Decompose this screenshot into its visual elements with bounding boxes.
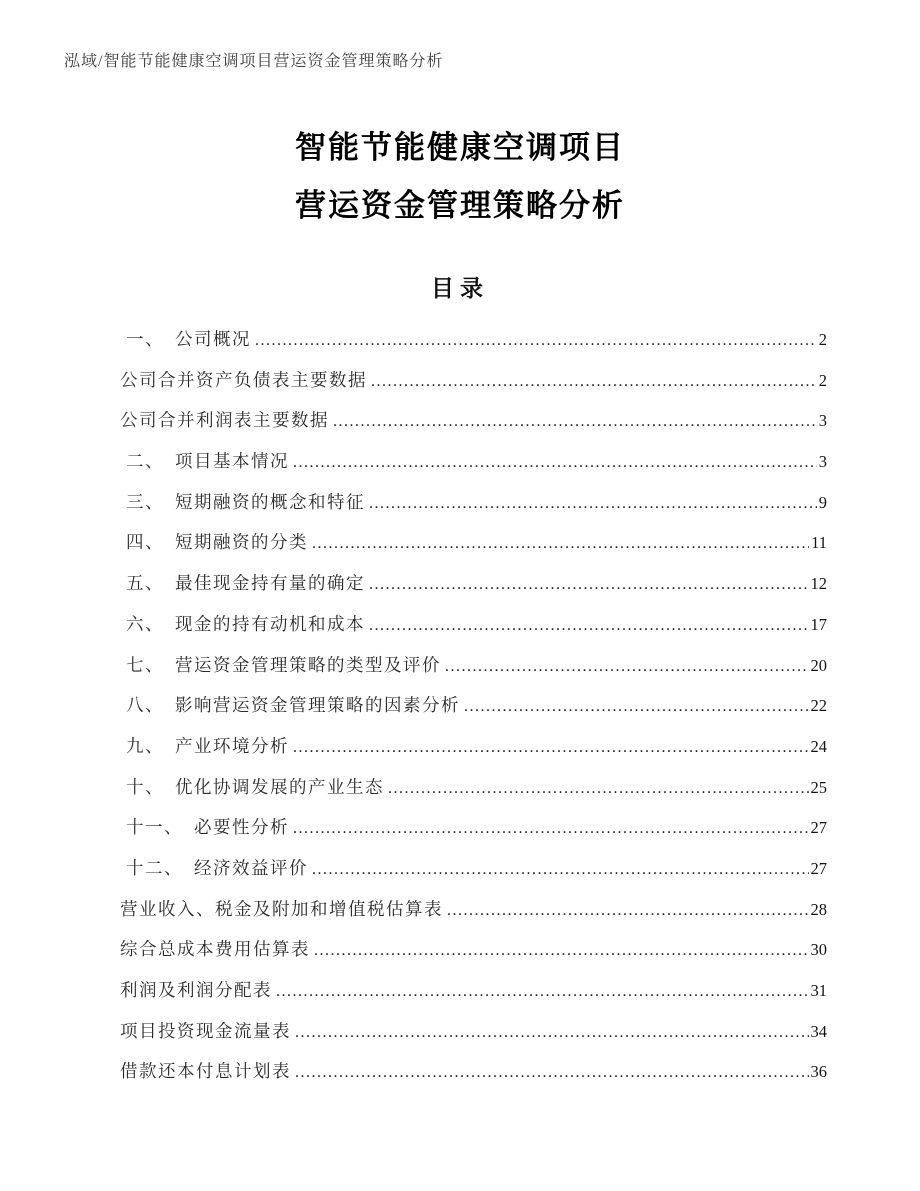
toc-entry-page: 34	[810, 1021, 827, 1041]
toc-dot-leader	[333, 410, 817, 431]
toc-entry-label: 借款还本付息计划表	[120, 1061, 291, 1082]
toc-dot-leader	[369, 614, 809, 635]
toc-dot-leader	[447, 899, 809, 920]
toc-entry-number: 四、	[126, 532, 164, 553]
toc-entry-page: 27	[810, 858, 827, 878]
toc-entry-page: 25	[810, 777, 827, 797]
toc-list	[120, 326, 827, 1099]
toc-entry-page: 22	[810, 696, 827, 716]
toc-entry[interactable]	[120, 977, 827, 1018]
toc-entry-label: 产业环境分析	[175, 735, 289, 756]
toc-entry-page: 28	[810, 899, 827, 919]
toc-entry-label: 综合总成本费用估算表	[120, 939, 310, 960]
toc-entry-number: 五、	[126, 573, 164, 594]
toc-entry-label: 营运资金管理策略的类型及评价	[175, 654, 441, 675]
toc-dot-leader	[388, 777, 809, 798]
toc-entry-number: 三、	[126, 491, 164, 512]
toc-entry-label: 短期融资的概念和特征	[175, 491, 365, 512]
toc-entry-page: 36	[810, 1062, 827, 1082]
toc-dot-leader	[293, 736, 809, 757]
toc-entry-page: 2	[818, 330, 827, 349]
toc-dot-leader	[445, 655, 809, 676]
toc-dot-leader	[276, 980, 809, 1001]
toc-entry-page: 31	[810, 981, 827, 1000]
toc-dot-leader	[255, 329, 817, 350]
toc-entry-label: 优化协调发展的产业生态	[175, 776, 384, 797]
toc-entry-label: 短期融资的分类	[175, 532, 308, 553]
toc-dot-leader	[312, 858, 809, 879]
toc-entry[interactable]	[120, 774, 827, 815]
toc-entry[interactable]	[120, 326, 827, 367]
toc-entry-number: 八、	[126, 695, 164, 716]
toc-entry-label: 经济效益评价	[194, 857, 308, 878]
toc-entry-page: 2	[818, 370, 827, 390]
toc-dot-leader	[314, 939, 809, 960]
toc-entry-label: 营业收入、税金及附加和增值税估算表	[120, 898, 443, 919]
toc-entry-page: 24	[810, 736, 827, 756]
toc-entry[interactable]	[120, 814, 827, 855]
toc-entry[interactable]	[120, 1018, 827, 1059]
toc-entry[interactable]	[120, 896, 827, 937]
toc-entry-label: 公司概况	[175, 329, 251, 349]
toc-entry-label: 最佳现金持有量的确定	[175, 573, 365, 594]
toc-entry-page: 30	[810, 940, 827, 960]
toc-dot-leader	[293, 817, 809, 838]
toc-entry[interactable]	[120, 529, 827, 570]
toc-entry-page: 11	[811, 533, 827, 553]
toc-entry-label: 影响营运资金管理策略的因素分析	[175, 695, 460, 716]
document-header: 泓域/智能节能健康空调项目营运资金管理策略分析	[64, 53, 444, 70]
toc-entry-number: 九、	[126, 735, 164, 756]
toc-entry[interactable]	[120, 1058, 827, 1099]
toc-entry[interactable]	[120, 652, 827, 693]
toc-entry-label: 现金的持有动机和成本	[175, 613, 365, 634]
toc-entry-label: 利润及利润分配表	[120, 980, 272, 1000]
document-title-line2: 营运资金管理策略分析	[295, 188, 625, 223]
toc-dot-leader	[369, 573, 809, 594]
toc-entry[interactable]	[120, 692, 827, 733]
toc-dot-leader	[293, 451, 817, 472]
toc-heading: 目录	[431, 276, 489, 301]
toc-entry-number: 六、	[126, 613, 164, 634]
toc-entry[interactable]	[120, 611, 827, 652]
document-title-line1: 智能节能健康空调项目	[295, 130, 625, 165]
toc-entry-label: 公司合并利润表主要数据	[120, 410, 329, 431]
toc-entry-page: 3	[818, 452, 827, 472]
toc-entry[interactable]	[120, 448, 827, 489]
toc-entry-number: 一、	[126, 329, 164, 349]
toc-dot-leader	[464, 695, 809, 716]
toc-entry-label: 项目投资现金流量表	[120, 1020, 291, 1041]
toc-dot-leader	[295, 1021, 809, 1042]
toc-dot-leader	[312, 532, 809, 553]
toc-entry[interactable]	[120, 489, 827, 530]
toc-entry[interactable]	[120, 570, 827, 611]
toc-entry-number: 十一、	[126, 817, 183, 838]
toc-entry[interactable]	[120, 407, 827, 448]
toc-entry[interactable]	[120, 733, 827, 774]
toc-entry-number: 十、	[126, 776, 164, 797]
toc-entry-label: 项目基本情况	[175, 451, 289, 472]
toc-entry-number: 十二、	[126, 857, 183, 878]
toc-entry-page: 12	[810, 574, 827, 594]
toc-dot-leader	[371, 370, 817, 391]
toc-entry-label: 必要性分析	[194, 817, 289, 838]
toc-entry[interactable]	[120, 855, 827, 896]
toc-entry-page: 17	[810, 614, 827, 634]
toc-entry-page: 3	[818, 411, 827, 431]
toc-dot-leader	[295, 1061, 809, 1082]
toc-entry[interactable]	[120, 936, 827, 977]
toc-entry-label: 公司合并资产负债表主要数据	[120, 369, 367, 390]
toc-entry-page: 9	[818, 492, 827, 512]
toc-entry-number: 二、	[126, 451, 164, 472]
toc-dot-leader	[369, 492, 817, 513]
toc-entry-number: 七、	[126, 654, 164, 675]
toc-entry-page: 20	[810, 655, 827, 675]
toc-entry[interactable]	[120, 367, 827, 408]
toc-entry-page: 27	[810, 818, 827, 838]
